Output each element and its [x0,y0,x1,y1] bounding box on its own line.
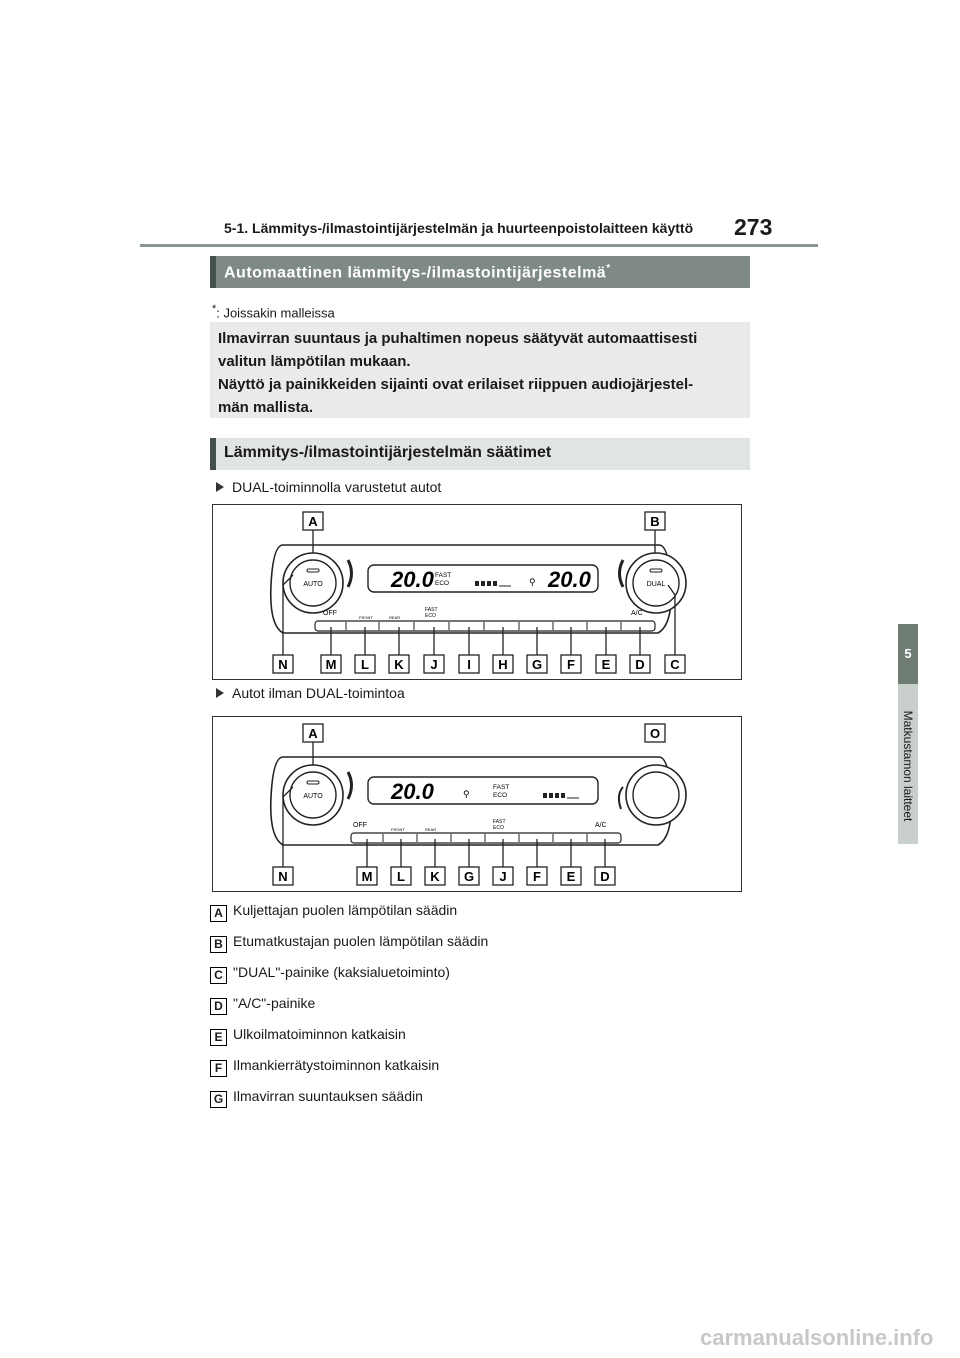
title-accent [210,256,216,288]
callout-label: C [670,657,680,672]
intro-line: Näyttö ja painikkeiden sijainti ovat erilaiset riippuen audiojärjestel- [218,376,694,393]
dual-panel-diagram [213,505,741,679]
triangle-bullet-icon [216,482,224,492]
subsection-title: Lämmitys-/ilmastointijärjestelmän säätimet [224,444,552,461]
callout-label: N [278,869,288,884]
single-panel-diagram [213,717,741,891]
callout-label: D [635,657,645,672]
callout-label: B [650,514,660,529]
rear-label: REAR [425,827,437,832]
dual-top-callouts [303,512,665,530]
legend-item [210,995,315,1015]
temp-left: 20.0 [391,567,434,592]
fast-button-label: FAST [425,607,438,613]
legend-key: B [210,936,227,953]
eco-button-label: ECO [493,825,504,831]
chapter-label: Matkustamon laitteet [901,710,915,822]
intro-box [210,322,750,418]
header-rule [140,244,818,247]
legend-key: F [210,1060,227,1077]
knob-right [626,765,686,825]
button-strip [351,833,621,843]
callout-label: E [601,657,611,672]
callout-label: D [600,869,610,884]
legend-item [210,1088,423,1108]
callout-label: J [499,869,507,884]
bullet-single-text: Autot ilman DUAL-toimintoa [232,685,405,701]
callout-label: G [463,869,475,884]
legend-text: Ulkoilmatoiminnon katkaisin [233,1026,406,1042]
subsection-bar [210,438,750,470]
dual-bottom-callouts [273,655,685,673]
ac-label: A/C [595,822,607,829]
knob-left-label: AUTO [303,793,323,800]
off-label: OFF [323,610,337,617]
eco-label: ECO [493,792,508,799]
legend-text: "DUAL"-painike (kaksialuetoiminto) [233,964,450,980]
eco-label: ECO [435,580,450,587]
intro-line: valitun lämpötilan mukaan. [218,353,411,370]
title-marker: * [606,263,611,274]
footnote [212,303,335,320]
knob-left [283,553,343,613]
chapter-tab: 5 [898,624,918,684]
front-label: FRONT [391,827,405,832]
knob-left [283,765,343,825]
knob-right-label: DUAL [646,581,666,588]
legend-text: Ilmavirran suuntauksen säädin [233,1088,423,1104]
fast-label: FAST [493,784,510,791]
ac-label: A/C [631,610,643,617]
legend-item [210,1057,439,1077]
temp-display: 20.0 [391,779,434,804]
legend-item [210,1026,406,1046]
intro-line: män mallista. [218,399,314,416]
legend-item [210,964,450,984]
bullet-dual [216,479,441,495]
callout-label: M [325,657,337,672]
single-panel-figure [212,716,742,892]
seat-icon: ⚲ [529,577,536,587]
callout-label: K [430,869,440,884]
callout-label: N [278,657,288,672]
callout-label: L [361,657,369,672]
callout-label: I [467,657,471,672]
rear-label: REAR [389,615,401,620]
legend-text: Kuljettajan puolen lämpötilan säädin [233,902,458,918]
callout-label: E [566,869,576,884]
knob-right [626,553,686,613]
single-top-callouts [303,724,665,742]
callout-label: M [361,869,373,884]
page-number: 273 [734,214,773,240]
bullet-dual-text: DUAL-toiminnolla varustetut autot [232,479,442,495]
legend-text: Etumatkustajan puolen lämpötilan säädin [233,933,489,949]
section-heading: 5-1. Lämmitys-/ilmastointijärjestelmän ja huurteenpoistolaitteen käyttö [224,220,694,236]
callout-label: H [498,657,508,672]
bullet-single [216,685,405,701]
legend-text: Ilmankierrätystoiminnon katkaisin [233,1057,440,1073]
callout-label: F [567,657,575,672]
single-bottom-callouts [273,867,615,885]
subsection-accent [210,438,216,470]
legend-item [210,902,457,922]
legend-item [210,933,488,953]
legend-key: C [210,967,227,984]
off-label: OFF [353,822,367,829]
callout-label: A [308,726,318,741]
front-label: FRONT [359,615,373,620]
fast-button-label: FAST [493,819,506,825]
triangle-bullet-icon [216,688,224,698]
callout-label: O [649,726,661,741]
callout-label: K [394,657,404,672]
callout-label: F [533,869,541,884]
temp-right: 20.0 [548,567,591,592]
seat-icon: ⚲ [463,789,470,799]
intro-line: Ilmavirran suuntaus ja puhaltimen nopeus säätyvät automaattisesti [218,330,698,347]
section-title [224,263,611,282]
callout-label: G [531,657,543,672]
legend-key: E [210,1029,227,1046]
callout-label: J [430,657,438,672]
fast-label: FAST [435,572,452,579]
callout-label: L [397,869,405,884]
section-title-bar [210,256,750,288]
dual-panel-figure [212,504,742,680]
watermark: carmanualsonline.info [700,1325,934,1350]
eco-button-label: ECO [425,613,436,619]
legend-text: "A/C"-painike [233,995,316,1011]
knob-left-label: AUTO [303,581,323,588]
button-strip [315,621,655,631]
legend-key: G [210,1091,227,1108]
footnote-text: : Joissakin malleissa [216,305,335,321]
section-title-text: Automaattinen lämmitys-/ilmastointijärjestelmä [224,264,607,282]
legend-key: A [210,905,227,922]
footnote-marker: * [212,303,217,315]
callout-label: A [308,514,318,529]
legend-key: D [210,998,227,1015]
